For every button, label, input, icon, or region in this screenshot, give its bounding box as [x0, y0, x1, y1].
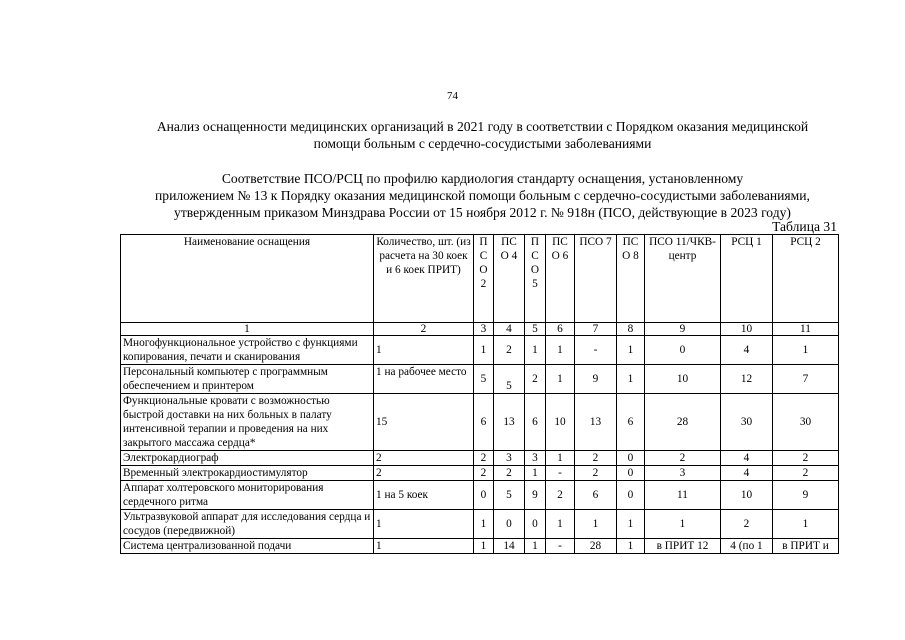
quantity-cell: 1	[374, 336, 474, 365]
column-header: Количество, шт. (из расчета на 30 коек и 6 коек ПРИТ)	[374, 235, 474, 323]
caption-line: утвержденным приказом Минздрава России от 15 ноября 2012 г. № 918н (ПСО, действующие в 2023 году)	[174, 205, 791, 220]
value-cell: 3	[645, 466, 721, 481]
value-cell: 1	[474, 510, 494, 539]
column-number: 1	[121, 323, 374, 336]
value-cell: 2	[575, 466, 617, 481]
value-cell: 1	[525, 466, 546, 481]
value-cell: 4 (по 1	[721, 539, 773, 554]
header-row	[121, 235, 839, 323]
document-title	[0, 118, 905, 152]
value-cell: 0	[645, 336, 721, 365]
title-line: помощи больным с сердечно-сосудистыми заболеваниями	[313, 136, 652, 151]
value-cell: 9	[773, 481, 839, 510]
value-cell: -	[546, 539, 575, 554]
quantity-cell: 1	[374, 510, 474, 539]
column-header: П С О 5	[525, 235, 546, 323]
column-number: 2	[374, 323, 474, 336]
value-cell: 1	[617, 365, 645, 394]
value-cell: 12	[721, 365, 773, 394]
column-number: 4	[494, 323, 525, 336]
value-cell: 0	[525, 510, 546, 539]
quantity-cell: 1 на рабочее место	[374, 365, 474, 394]
value-cell: 0	[617, 451, 645, 466]
value-cell: 1	[575, 510, 617, 539]
value-cell: 1	[617, 336, 645, 365]
value-cell: 5	[494, 365, 525, 394]
table-caption	[0, 170, 905, 221]
table-row	[121, 365, 839, 394]
value-cell: 13	[575, 394, 617, 451]
equipment-name-cell: Система централизованной подачи	[121, 539, 374, 554]
value-cell: 2	[773, 466, 839, 481]
value-cell: 2	[494, 466, 525, 481]
table-row	[121, 481, 839, 510]
value-cell: 1	[546, 336, 575, 365]
equipment-table	[120, 234, 839, 554]
value-cell: 11	[645, 481, 721, 510]
quantity-cell: 2	[374, 451, 474, 466]
column-number: 7	[575, 323, 617, 336]
quantity-cell: 1	[374, 539, 474, 554]
value-cell: 1	[546, 365, 575, 394]
value-cell: 1	[773, 510, 839, 539]
value-cell: 2	[721, 510, 773, 539]
value-cell: 6	[617, 394, 645, 451]
value-cell: 1	[645, 510, 721, 539]
value-cell: 28	[645, 394, 721, 451]
value-cell: 1	[474, 539, 494, 554]
value-cell: 1	[525, 539, 546, 554]
quantity-cell: 15	[374, 394, 474, 451]
value-cell: 13	[494, 394, 525, 451]
table-number: Таблица 31	[772, 219, 837, 234]
value-cell: 0	[474, 481, 494, 510]
quantity-cell: 1 на 5 коек	[374, 481, 474, 510]
table-header	[121, 235, 839, 336]
value-cell: 2	[773, 451, 839, 466]
value-cell: 1	[474, 336, 494, 365]
value-cell: 2	[474, 451, 494, 466]
quantity-cell: 2	[374, 466, 474, 481]
value-cell: 6	[525, 394, 546, 451]
column-header: Наименование оснащения	[121, 235, 374, 323]
value-cell: 10	[645, 365, 721, 394]
table-row	[121, 394, 839, 451]
value-cell: 10	[721, 481, 773, 510]
value-cell: 1	[546, 510, 575, 539]
equipment-name-cell: Многофункциональное устройство с функциями копирования, печати и сканирования	[121, 336, 374, 365]
equipment-name-cell: Персональный компьютер с программным обеспечением и принтером	[121, 365, 374, 394]
value-cell: 2	[494, 336, 525, 365]
column-header: ПС О 8	[617, 235, 645, 323]
value-cell: 30	[773, 394, 839, 451]
value-cell: 10	[546, 394, 575, 451]
value-cell: 3	[525, 451, 546, 466]
value-cell: 14	[494, 539, 525, 554]
value-cell: 1	[546, 451, 575, 466]
value-cell: 1	[617, 539, 645, 554]
table-row	[121, 539, 839, 554]
value-cell: 2	[525, 365, 546, 394]
page-number: 74	[447, 90, 458, 102]
value-cell: 7	[773, 365, 839, 394]
value-cell: 4	[721, 451, 773, 466]
value-cell: 9	[575, 365, 617, 394]
column-header: ПСО 7	[575, 235, 617, 323]
value-cell: -	[546, 466, 575, 481]
column-number: 11	[773, 323, 839, 336]
column-number-row	[121, 323, 839, 336]
value-cell: 6	[474, 394, 494, 451]
value-cell: в ПРИТ и	[773, 539, 839, 554]
value-cell: 1	[773, 336, 839, 365]
value-cell: 2	[645, 451, 721, 466]
column-header: РСЦ 1	[721, 235, 773, 323]
value-cell: 30	[721, 394, 773, 451]
equipment-name-cell: Аппарат холтеровского мониторирования сердечного ритма	[121, 481, 374, 510]
value-cell: -	[575, 336, 617, 365]
value-cell: 1	[617, 510, 645, 539]
column-header: РСЦ 2	[773, 235, 839, 323]
value-cell: 5	[474, 365, 494, 394]
value-cell: 9	[525, 481, 546, 510]
equipment-name-cell: Электрокардиограф	[121, 451, 374, 466]
caption-line: Соответствие ПСО/РСЦ по профилю кардиология стандарту оснащения, установленному	[221, 171, 744, 186]
column-header: П С О 2	[474, 235, 494, 323]
column-number: 3	[474, 323, 494, 336]
column-header: ПС О 6	[546, 235, 575, 323]
value-cell: 0	[617, 481, 645, 510]
value-cell: 0	[617, 466, 645, 481]
value-cell: 1	[525, 336, 546, 365]
value-cell: 2	[546, 481, 575, 510]
column-number: 8	[617, 323, 645, 336]
value-cell: 6	[575, 481, 617, 510]
caption-line: приложением № 13 к Порядку оказания медицинской помощи больным с сердечно-сосудистыми заболеваниями,	[155, 188, 810, 203]
column-number: 5	[525, 323, 546, 336]
equipment-name-cell: Ультразвуковой аппарат для исследования сердца и сосудов (передвижной)	[121, 510, 374, 539]
value-cell: 28	[575, 539, 617, 554]
value-cell: 3	[494, 451, 525, 466]
column-number: 9	[645, 323, 721, 336]
table-row	[121, 466, 839, 481]
column-header: ПСО 11/ЧКВ-центр	[645, 235, 721, 323]
column-number: 6	[546, 323, 575, 336]
value-cell: 5	[494, 481, 525, 510]
equipment-name-cell: Функциональные кровати с возможностью быстрой доставки на них больных в палату интенсивной терапии и проведения на них закрытого массажа сердца*	[121, 394, 374, 451]
column-number: 10	[721, 323, 773, 336]
value-cell: 2	[575, 451, 617, 466]
column-header: ПС О 4	[494, 235, 525, 323]
table-row	[121, 336, 839, 365]
value-cell: 4	[721, 336, 773, 365]
value-cell: 2	[474, 466, 494, 481]
table-row	[121, 510, 839, 539]
value-cell: 4	[721, 466, 773, 481]
value-cell: в ПРИТ 12	[645, 539, 721, 554]
value-cell: 0	[494, 510, 525, 539]
equipment-name-cell: Временный электрокардиостимулятор	[121, 466, 374, 481]
table-body	[121, 336, 839, 554]
title-line: Анализ оснащенности медицинских организаций в 2021 году в соответствии с Порядком оказания медицинской	[156, 119, 809, 134]
table-row	[121, 451, 839, 466]
